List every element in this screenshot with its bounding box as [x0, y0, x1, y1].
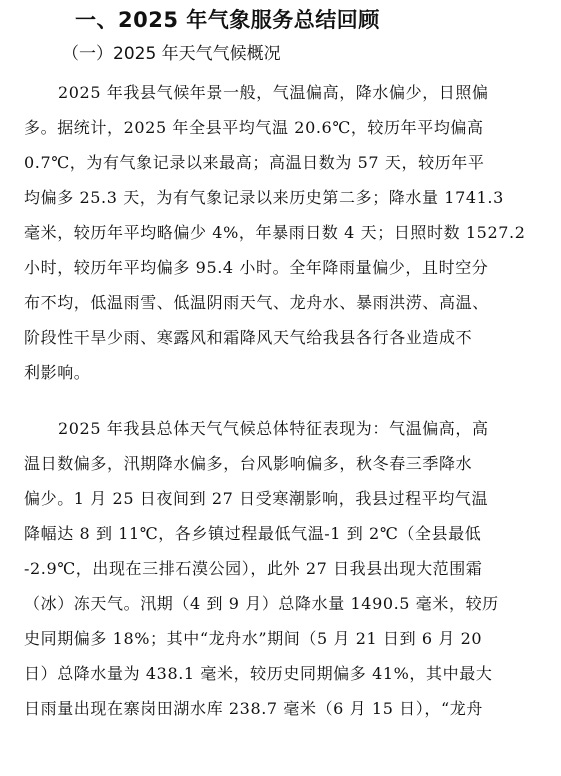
paragraph-2-line-9: 日雨量出现在寨岗田湖水库 238.7 毫米（6 月 15 日），“龙舟: [24, 699, 483, 718]
paragraph-1-line-4: 均偏多 25.3 天，为有气象记录以来历史第二多；降水量 1741.3: [24, 188, 504, 207]
paragraph-2-line-5: -2.9℃，出现在三排石漠公园），此外 27 日我县出现大范围霜: [24, 559, 483, 578]
paragraph-1-line-6: 小时，较历年平均偏多 95.4 小时。全年降雨量偏少，且时空分: [24, 258, 489, 277]
paragraph-1-line-9: 利影响。: [24, 363, 91, 382]
paragraph-1-line-5: 毫米，较历年平均略偏少 4%，年暴雨日数 4 天；日照时数 1527.2: [24, 223, 526, 242]
paragraph-2-line-8: 日）总降水量为 438.1 毫米，较历史同期偏多 41%，其中最大: [24, 664, 493, 683]
paragraph-2-line-2: 温日数偏多，汛期降水偏多，台风影响偏多，秋冬春三季降水: [24, 454, 473, 473]
paragraph-1-line-2: 多。据统计，2025 年全县平均气温 20.6℃，较历年平均偏高: [24, 118, 484, 137]
section-heading: 一、2025 年气象服务总结回顾: [75, 8, 380, 32]
paragraph-1-line-1: 2025 年我县气候年景一般，气温偏高，降水偏少，日照偏: [58, 83, 489, 102]
paragraph-2-line-1: 2025 年我县总体天气气候总体特征表现为：气温偏高，高: [58, 419, 489, 438]
paragraph-1-line-8: 阶段性干旱少雨、寒露风和霜降风天气给我县各行各业造成不: [24, 328, 473, 347]
subsection-heading: （一）2025 年天气气候概况: [62, 44, 281, 64]
paragraph-2-line-7: 史同期偏多 18%；其中“龙舟水”期间（5 月 21 日到 6 月 20: [24, 629, 483, 648]
paragraph-2-line-3: 偏少。1 月 25 日夜间到 27 日受寒潮影响，我县过程平均气温: [24, 489, 489, 508]
paragraph-1-line-7: 布不均，低温雨雪、低温阴雨天气、龙舟水、暴雨洪涝、高温、: [24, 293, 489, 312]
paragraph-2-line-4: 降幅达 8 到 11℃，各乡镇过程最低气温-1 到 2℃（全县最低: [24, 524, 482, 543]
paragraph-1-line-3: 0.7℃，为有气象记录以来最高；高温日数为 57 天，较历年平: [24, 153, 485, 172]
paragraph-2-line-6: （冰）冻天气。汛期（4 到 9 月）总降水量 1490.5 毫米，较历: [24, 594, 499, 613]
